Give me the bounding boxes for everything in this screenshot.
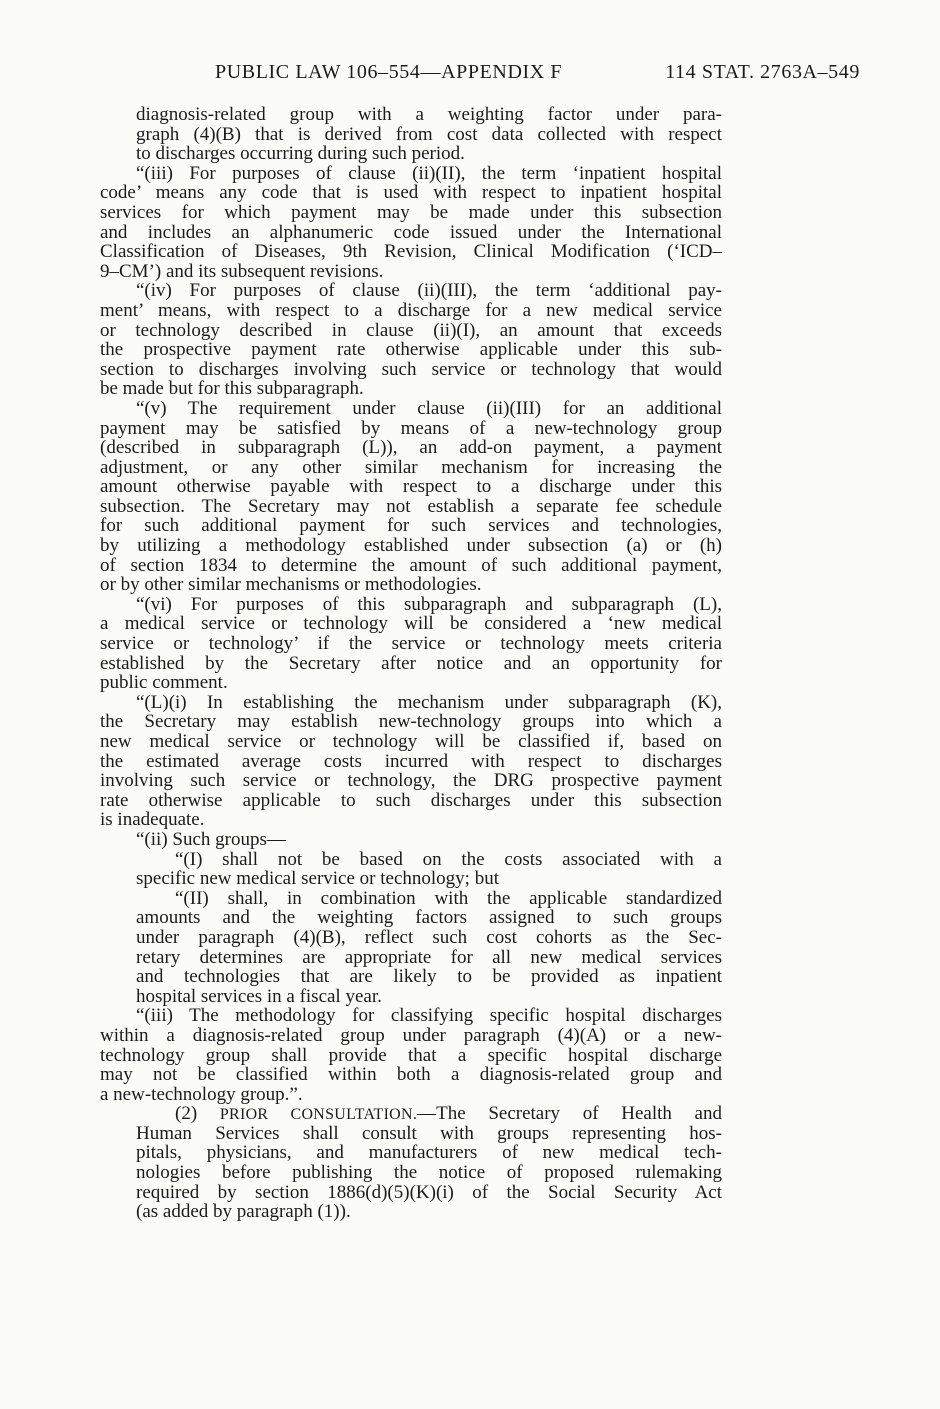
paragraph [0, 830, 940, 850]
text-line: “(L)(i) In establishing the mechanism under subparagraph (K), [136, 691, 722, 713]
paragraph [0, 693, 940, 830]
text-line: under paragraph (4)(B), reflect such cost cohorts as the Sec- [136, 926, 722, 948]
text-line: pitals, physicians, and manufacturers of new medical tech- [136, 1142, 722, 1164]
text-line: for such additional payment for such services and technologies, [100, 515, 722, 537]
law-citation: PUBLIC LAW 106–554—APPENDIX F [215, 61, 563, 83]
text-line: subsection. The Secretary may not establish a separate fee schedule [100, 495, 722, 517]
text-line: “(ii) Such groups— [136, 828, 286, 850]
text-line: code’ means any code that is used with respect to inpatient hospital [100, 182, 722, 204]
text-line [175, 1104, 722, 1124]
text-line: involving such service or technology, the DRG prospective payment [100, 770, 722, 792]
text-line: “(vi) For purposes of this subparagraph and subparagraph (L), [136, 593, 722, 615]
text-line: within a diagnosis-related group under paragraph (4)(A) or a new- [100, 1024, 722, 1046]
text-line: is inadequate. [100, 809, 205, 831]
text-line: by utilizing a methodology established under subsection (a) or (h) [100, 535, 722, 557]
text-line: technology group shall provide that a specific hospital discharge [100, 1044, 722, 1066]
text-line: and technologies that are likely to be provided as inpatient [136, 966, 722, 988]
text-line: section to discharges involving such service or technology that would [100, 358, 722, 380]
text-line: payment may be satisfied by means of a new-technology group [100, 417, 722, 439]
text-line: be made but for this subparagraph. [100, 378, 364, 400]
text-line: Classification of Diseases, 9th Revision, Clinical Modification (‘ICD– [100, 241, 722, 263]
text-line: new medical service or technology will be classified if, based on [100, 731, 722, 752]
paragraph [0, 164, 940, 282]
text-line: nologies before publishing the notice of proposed rulemaking [136, 1162, 722, 1184]
text-line: (described in subparagraph (L)), an add-on payment, a payment [100, 437, 722, 459]
text-line: or technology described in clause (ii)(I), an amount that exceeds [100, 319, 722, 341]
text-line: or by other similar mechanisms or methodologies. [100, 574, 482, 596]
text-line: service or technology’ if the service or technology meets criteria [100, 633, 722, 655]
text-line: services for which payment may be made under this subsection [100, 201, 722, 223]
text-line: Human Services shall consult with groups representing hos- [136, 1122, 722, 1144]
text-line: a new-technology group.”. [100, 1083, 303, 1105]
text-line: “(iii) For purposes of clause (ii)(II), the term ‘inpatient hospital [136, 162, 722, 184]
text-line: ment’ means, with respect to a discharge for a new medical service [100, 299, 722, 321]
text-line: and includes an alphanumeric code issued under the International [100, 221, 722, 243]
paragraph [0, 105, 940, 164]
text-line: the Secretary may establish new-technology groups into which a [100, 711, 722, 733]
text-line: the estimated average costs incurred with respect to discharges [100, 750, 722, 772]
paragraph [0, 889, 940, 1007]
paragraph-prior-consultation [0, 1104, 940, 1222]
text-line: adjustment, or any other similar mechanism for increasing the [100, 456, 722, 478]
paragraph [0, 1006, 940, 1104]
text-line: diagnosis-related group with a weighting factor under para- [136, 104, 722, 125]
paragraph [0, 595, 940, 693]
statute-page-number: 114 STAT. 2763A–549 [665, 61, 860, 83]
text-line: a medical service or technology will be considered a ‘new medical [100, 613, 722, 635]
text-line: “(iii) The methodology for classifying specific hospital discharges [136, 1005, 722, 1027]
text-line: to discharges occurring during such period. [136, 143, 465, 165]
text-line: “(iv) For purposes of clause (ii)(III), the term ‘additional pay- [136, 280, 722, 302]
paragraph [0, 399, 940, 595]
text-line: graph (4)(B) that is derived from cost data collected with respect [136, 123, 722, 145]
text-line: hospital services in a fiscal year. [136, 985, 382, 1007]
text-line: 9–CM’) and its subsequent revisions. [100, 260, 384, 282]
body-text [0, 105, 940, 1222]
text-line: (as added by paragraph (1)). [136, 1201, 351, 1223]
text-line: may not be classified within both a diagnosis-related group and [100, 1064, 722, 1086]
text-line: “(I) shall not be based on the costs associated with a [175, 848, 722, 870]
text-line: public comment. [100, 672, 228, 694]
running-head [0, 61, 940, 83]
text-line: “(II) shall, in combination with the applicable standardized [175, 887, 722, 909]
paragraph [0, 281, 940, 399]
text-line: the prospective payment rate otherwise applicable under this sub- [100, 339, 722, 361]
text-line: established by the Secretary after notice and an opportunity for [100, 652, 722, 674]
section-text: —The Secretary of Health and [417, 1103, 722, 1125]
text-line: amounts and the weighting factors assigned to such groups [136, 907, 722, 929]
paragraph [0, 850, 940, 889]
section-heading: PRIOR CONSULTATION. [219, 1106, 418, 1124]
section-number: (2) [175, 1103, 198, 1125]
text-line: amount otherwise payable with respect to a discharge under this [100, 476, 722, 498]
text-line: specific new medical service or technology; but [136, 868, 499, 890]
text-line: of section 1834 to determine the amount of such additional payment, [100, 554, 722, 576]
text-line: rate otherwise applicable to such discharges under this subsection [100, 789, 722, 811]
text-line: “(v) The requirement under clause (ii)(III) for an additional [136, 397, 722, 419]
text-line: retary determines are appropriate for all new medical services [136, 946, 722, 968]
text-line: required by section 1886(d)(5)(K)(i) of the Social Security Act [136, 1181, 722, 1203]
